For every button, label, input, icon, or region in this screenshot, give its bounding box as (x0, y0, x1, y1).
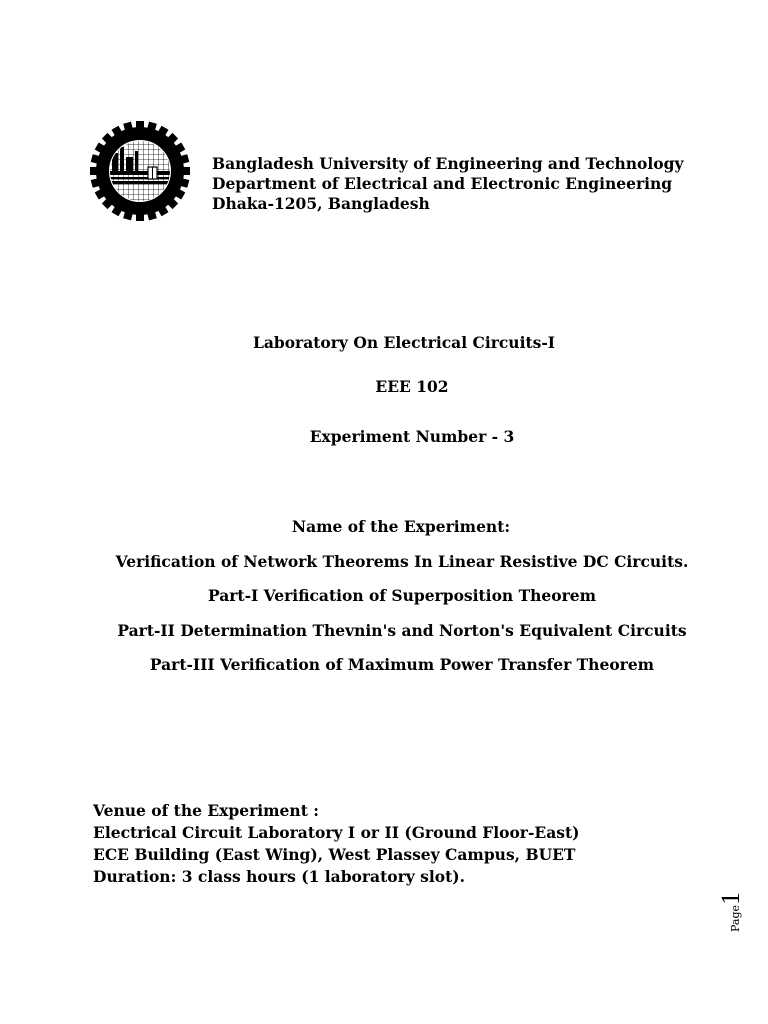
lab-title: Laboratory On Electrical Circuits-I (252, 333, 556, 352)
institution-header (212, 154, 683, 214)
experiment-title: Verification of Network Theorems In Linear Resistive DC Circuits. (115, 552, 689, 571)
experiment-number: Experiment Number - 3 (309, 427, 515, 446)
duration: Duration: 3 class hours (1 laboratory slot). (93, 867, 465, 886)
course-code: EEE 102 (375, 377, 449, 396)
page-number-value: 1 (716, 891, 745, 905)
venue-building: ECE Building (East Wing), West Plassey Campus, BUET (93, 845, 576, 864)
experiment-part-2: Part-II Determination Thevnin's and Norton's Equivalent Circuits (117, 621, 687, 640)
experiment-name-heading: Name of the Experiment: (291, 517, 511, 536)
venue-section (93, 800, 579, 888)
page-label: Page (729, 904, 742, 932)
page-number (704, 880, 756, 932)
buet-gear-emblem-icon (88, 119, 192, 223)
experiment-part-3: Part-III Verification of Maximum Power Transfer Theorem (149, 655, 655, 674)
department-name: Department of Electrical and Electronic Engineering (212, 174, 673, 193)
university-logo (88, 119, 192, 223)
university-name: Bangladesh University of Engineering and Technology (212, 154, 684, 173)
venue-heading: Venue of the Experiment : (93, 801, 319, 820)
address: Dhaka-1205, Bangladesh (212, 194, 430, 213)
experiment-part-1: Part-I Verification of Superposition Theorem (207, 586, 596, 605)
venue-lab: Electrical Circuit Laboratory I or II (Ground Floor-East) (93, 823, 580, 842)
